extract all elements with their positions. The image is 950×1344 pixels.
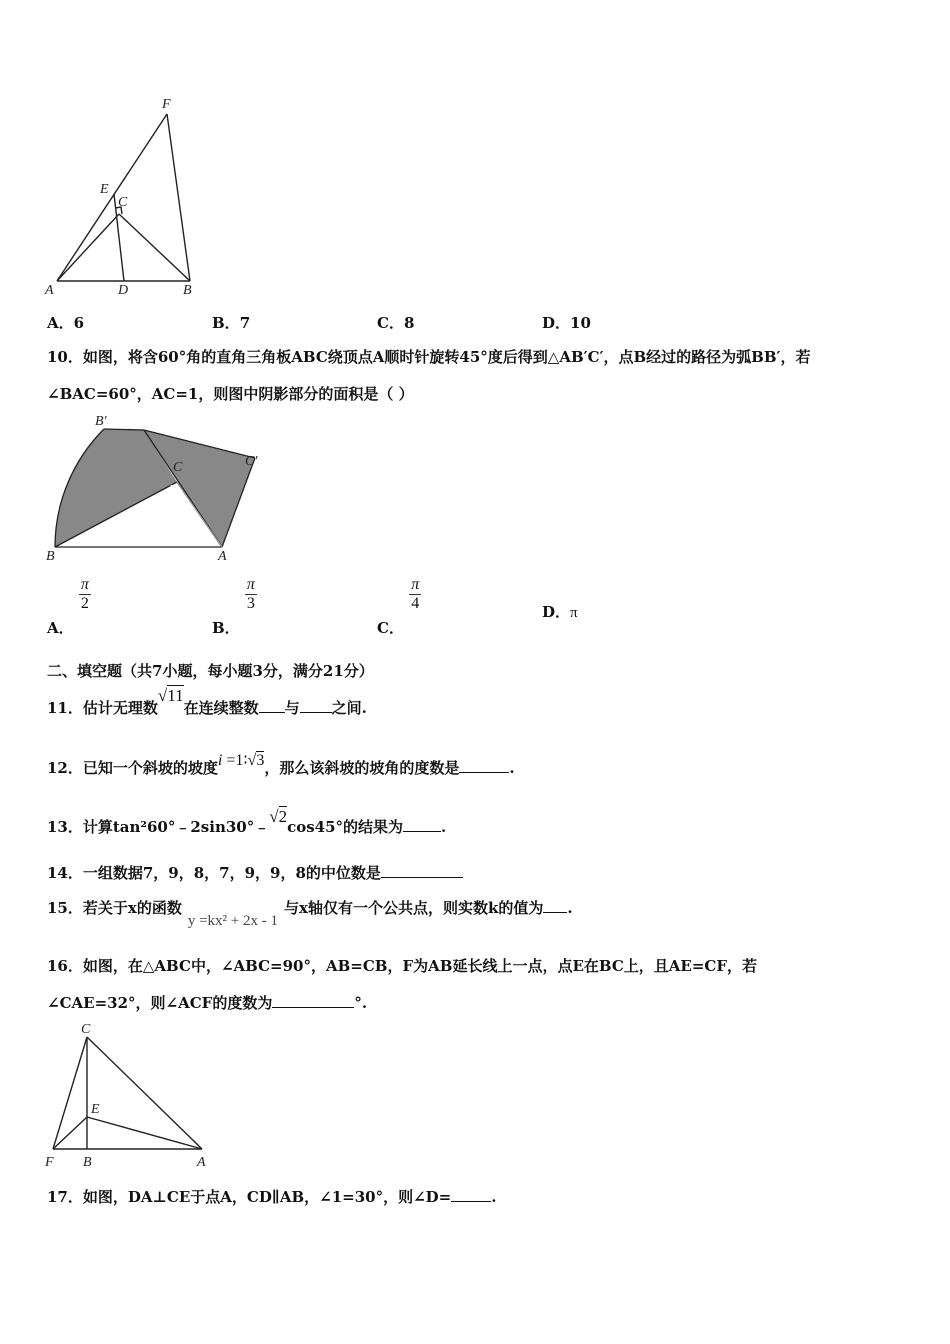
- q9-option-d: D．10: [542, 314, 591, 332]
- q14: 14．一组数据7，9，8，7，9，9，8的中位数是: [47, 862, 463, 883]
- q10-line1: 10．如图，将含60°角的直角三角板ABC绕顶点A顺时针旋转45°度后得到△AB′C′，点B经过的路径为弧BB′，若: [47, 348, 811, 366]
- label-C-prime: C′: [245, 454, 258, 469]
- label-E: E: [91, 1102, 100, 1117]
- q10-option-b: B． $\frac{\pi}{3}$: [212, 576, 255, 637]
- q16-line1: 16．如图，在△ABC中，∠ABC=90°，AB=CB，F为AB延长线上一点，点E在BC上，且AE=CF，若: [47, 957, 758, 975]
- label-C: C: [173, 460, 183, 475]
- fraction-pi-over-2: $\frac{\pi}{2}$: [80, 576, 89, 612]
- q10-option-c: C． $\frac{\pi}{4}$: [377, 576, 420, 637]
- label-B: B: [183, 283, 192, 298]
- q13: 13．计算tan²60°﹣2sin30°﹣√2cos45°的结果为 .: [47, 807, 447, 836]
- q10-option-d: D．π: [542, 603, 578, 621]
- figure-q9: [40, 95, 210, 305]
- q17: 17．如图，DA⊥CE于点A，CD∥AB，∠1=30°，则∠D= .: [47, 1188, 497, 1206]
- q10-line2: ∠BAC=60°，AC=1，则图中阴影部分的面积是（ ）: [47, 385, 414, 403]
- q16-line2: ∠CAE=32°，则∠ACF的度数为 °.: [47, 994, 368, 1012]
- q9-option-a: A．6: [47, 314, 85, 332]
- label-B: B: [46, 549, 55, 564]
- label-E: E: [100, 182, 109, 197]
- label-F: F: [45, 1155, 54, 1170]
- label-C: C: [81, 1022, 91, 1037]
- fraction-pi-over-3: $\frac{\pi}{3}$: [246, 576, 255, 612]
- label-A: A: [197, 1155, 206, 1170]
- q12: 12．已知一个斜坡的坡度i =1∶√3，那么该斜坡的坡角的度数是 .: [47, 752, 515, 777]
- q11: 11．估计无理数√11在连续整数 与 之间.: [47, 686, 367, 717]
- label-B-prime: B′: [95, 414, 107, 429]
- label-B: B: [83, 1155, 92, 1170]
- q10-option-a: A． $\frac{\pi}{2}$: [47, 576, 89, 637]
- q9-option-b: B．7: [212, 314, 251, 332]
- q15: 15．若关于x的函数y =kx² + 2x - 1与x轴仅有一个公共点，则实数k的值为 .: [47, 899, 573, 929]
- q9-option-c: C．8: [377, 314, 415, 332]
- label-D: D: [118, 283, 129, 298]
- label-F: F: [162, 97, 171, 112]
- label-C: C: [118, 195, 128, 210]
- figure-q16: [40, 1018, 215, 1173]
- figure-q10: [40, 408, 280, 568]
- section2-title: 二、填空题（共7小题，每小题3分，满分21分）: [47, 662, 374, 680]
- label-A: A: [45, 283, 54, 298]
- fraction-pi-over-4: $\frac{\pi}{4}$: [411, 576, 420, 612]
- label-A: A: [218, 549, 227, 564]
